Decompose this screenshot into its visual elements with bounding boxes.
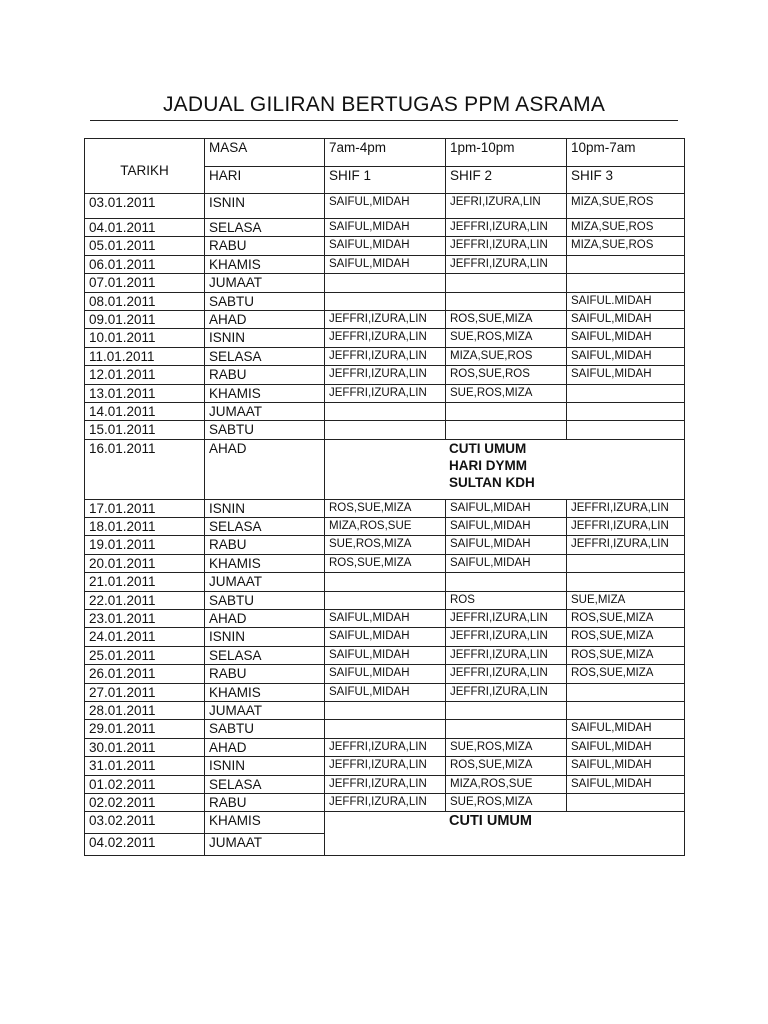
shift-1-cell: SAIFUL,MIDAH bbox=[325, 646, 446, 664]
shift-2-cell bbox=[446, 573, 567, 591]
shift-2-cell: SAIFUL,MIDAH bbox=[446, 536, 567, 554]
header-row-time bbox=[85, 139, 685, 167]
day-cell: KHAMIS bbox=[205, 812, 325, 834]
table-row bbox=[85, 665, 685, 683]
shift-3-cell: ROS,SUE,MIZA bbox=[567, 610, 685, 628]
shift-2-cell: SAIFUL,MIDAH bbox=[446, 554, 567, 572]
date-cell: 10.01.2011 bbox=[85, 329, 205, 347]
day-cell: ISNIN bbox=[205, 499, 325, 517]
shift-3-cell: SAIFUL,MIDAH bbox=[567, 329, 685, 347]
shift-3-cell: SUE,MIZA bbox=[567, 591, 685, 609]
shift-1-cell: SAIFUL,MIDAH bbox=[325, 610, 446, 628]
shift-1-cell: JEFFRI,IZURA,LIN bbox=[325, 366, 446, 384]
shift-2-cell: ROS,SUE,MIZA bbox=[446, 310, 567, 328]
day-cell: ISNIN bbox=[205, 628, 325, 646]
day-cell: JUMAAT bbox=[205, 834, 325, 856]
header-shift-2: SHIF 2 bbox=[446, 167, 567, 194]
shift-3-cell bbox=[567, 573, 685, 591]
shift-1-cell: JEFFRI,IZURA,LIN bbox=[325, 757, 446, 775]
shift-3-cell: SAIFUL,MIDAH bbox=[567, 720, 685, 738]
page-title: JADUAL GILIRAN BERTUGAS PPM ASRAMA bbox=[162, 93, 606, 116]
shift-3-cell: SAIFUL,MIDAH bbox=[567, 310, 685, 328]
shift-3-cell bbox=[567, 793, 685, 811]
shift-2-cell: SUE,ROS,MIZA bbox=[446, 793, 567, 811]
date-cell: 20.01.2011 bbox=[85, 554, 205, 572]
shift-2-cell: JEFFRI,IZURA,LIN bbox=[446, 646, 567, 664]
shift-1-cell bbox=[325, 720, 446, 738]
table-row bbox=[85, 421, 685, 439]
table-row bbox=[85, 237, 685, 255]
table-row bbox=[85, 610, 685, 628]
date-cell: 07.01.2011 bbox=[85, 274, 205, 292]
table-row bbox=[85, 573, 685, 591]
holiday-line: CUTI UMUM bbox=[449, 813, 532, 830]
table-row bbox=[85, 366, 685, 384]
table-row bbox=[85, 384, 685, 402]
shift-3-cell bbox=[567, 255, 685, 273]
day-cell: AHAD bbox=[205, 310, 325, 328]
shift-1-cell: ROS,SUE,MIZA bbox=[325, 499, 446, 517]
shift-3-cell: SAIFUL.MIDAH bbox=[567, 292, 685, 310]
shift-2-cell bbox=[446, 292, 567, 310]
table-row bbox=[85, 757, 685, 775]
shift-2-cell: SUE,ROS,MIZA bbox=[446, 329, 567, 347]
day-cell: SABTU bbox=[205, 720, 325, 738]
shift-2-cell: JEFFRI,IZURA,LIN bbox=[446, 255, 567, 273]
header-time-shift-2: 1pm-10pm bbox=[446, 139, 567, 167]
date-cell: 28.01.2011 bbox=[85, 701, 205, 719]
date-cell: 31.01.2011 bbox=[85, 757, 205, 775]
shift-2-cell: JEFFRI,IZURA,LIN bbox=[446, 628, 567, 646]
table-row bbox=[85, 701, 685, 719]
date-cell: 12.01.2011 bbox=[85, 366, 205, 384]
shift-3-cell: MIZA,SUE,ROS bbox=[567, 237, 685, 255]
shift-1-cell bbox=[325, 274, 446, 292]
shift-1-cell: JEFFRI,IZURA,LIN bbox=[325, 347, 446, 365]
day-cell: RABU bbox=[205, 237, 325, 255]
date-cell: 30.01.2011 bbox=[85, 738, 205, 756]
shift-2-cell bbox=[446, 402, 567, 420]
date-cell: 29.01.2011 bbox=[85, 720, 205, 738]
shift-2-cell: SUE,ROS,MIZA bbox=[446, 738, 567, 756]
shift-2-cell bbox=[446, 720, 567, 738]
table-row bbox=[85, 591, 685, 609]
shift-3-cell: SAIFUL,MIDAH bbox=[567, 347, 685, 365]
title-underline bbox=[90, 120, 678, 121]
shift-2-cell: JEFFRI,IZURA,LIN bbox=[446, 610, 567, 628]
table-row bbox=[85, 738, 685, 756]
table-row bbox=[85, 292, 685, 310]
shift-2-cell: JEFFRI,IZURA,LIN bbox=[446, 237, 567, 255]
date-cell: 03.02.2011 bbox=[85, 812, 205, 834]
shift-3-cell: MIZA,SUE,ROS bbox=[567, 194, 685, 219]
date-cell: 18.01.2011 bbox=[85, 518, 205, 536]
day-cell: SELASA bbox=[205, 347, 325, 365]
duty-roster-table bbox=[84, 138, 685, 856]
shift-1-cell: SAIFUL,MIDAH bbox=[325, 683, 446, 701]
shift-3-cell: ROS,SUE,MIZA bbox=[567, 665, 685, 683]
date-cell: 01.02.2011 bbox=[85, 775, 205, 793]
shift-1-cell bbox=[325, 292, 446, 310]
shift-2-cell bbox=[446, 274, 567, 292]
shift-3-cell: SAIFUL,MIDAH bbox=[567, 366, 685, 384]
day-cell: SABTU bbox=[205, 292, 325, 310]
day-cell: SELASA bbox=[205, 775, 325, 793]
shift-1-cell: MIZA,ROS,SUE bbox=[325, 518, 446, 536]
header-shift-3: SHIF 3 bbox=[567, 167, 685, 194]
shift-2-cell: SUE,ROS,MIZA bbox=[446, 384, 567, 402]
day-cell: SABTU bbox=[205, 591, 325, 609]
shift-1-cell: SAIFUL,MIDAH bbox=[325, 219, 446, 237]
date-cell: 11.01.2011 bbox=[85, 347, 205, 365]
day-cell: KHAMIS bbox=[205, 255, 325, 273]
table-row bbox=[85, 683, 685, 701]
table-row bbox=[85, 628, 685, 646]
table-row bbox=[85, 329, 685, 347]
date-cell: 14.01.2011 bbox=[85, 402, 205, 420]
date-cell: 22.01.2011 bbox=[85, 591, 205, 609]
table-row bbox=[85, 499, 685, 517]
shift-3-cell: JEFFRI,IZURA,LIN bbox=[567, 518, 685, 536]
day-cell: JUMAAT bbox=[205, 573, 325, 591]
day-cell: ISNIN bbox=[205, 329, 325, 347]
shift-1-cell: JEFFRI,IZURA,LIN bbox=[325, 384, 446, 402]
date-cell: 06.01.2011 bbox=[85, 255, 205, 273]
date-cell: 16.01.2011 bbox=[85, 439, 205, 499]
shift-3-cell bbox=[567, 683, 685, 701]
day-cell: SELASA bbox=[205, 219, 325, 237]
date-cell: 09.01.2011 bbox=[85, 310, 205, 328]
shift-1-cell: ROS,SUE,MIZA bbox=[325, 554, 446, 572]
day-cell: SELASA bbox=[205, 518, 325, 536]
date-cell: 17.01.2011 bbox=[85, 499, 205, 517]
day-cell: RABU bbox=[205, 536, 325, 554]
header-shift-1: SHIF 1 bbox=[325, 167, 446, 194]
shift-2-cell: SAIFUL,MIDAH bbox=[446, 518, 567, 536]
date-cell: 27.01.2011 bbox=[85, 683, 205, 701]
header-time-shift-3: 10pm-7am bbox=[567, 139, 685, 167]
date-cell: 04.02.2011 bbox=[85, 834, 205, 856]
day-cell: RABU bbox=[205, 793, 325, 811]
day-cell: KHAMIS bbox=[205, 683, 325, 701]
table-row bbox=[85, 274, 685, 292]
day-cell: SABTU bbox=[205, 421, 325, 439]
shift-3-cell bbox=[567, 402, 685, 420]
date-cell: 02.02.2011 bbox=[85, 793, 205, 811]
shift-2-cell: ROS,SUE,MIZA bbox=[446, 757, 567, 775]
day-cell: JUMAAT bbox=[205, 701, 325, 719]
holiday-line: HARI DYMM bbox=[449, 457, 527, 473]
day-cell: AHAD bbox=[205, 610, 325, 628]
shift-2-cell: ROS,SUE,ROS bbox=[446, 366, 567, 384]
shift-1-cell: SAIFUL,MIDAH bbox=[325, 255, 446, 273]
day-cell: SELASA bbox=[205, 646, 325, 664]
shift-3-cell: SAIFUL,MIDAH bbox=[567, 775, 685, 793]
table-row bbox=[85, 255, 685, 273]
shift-1-cell bbox=[325, 402, 446, 420]
table-row bbox=[85, 720, 685, 738]
header-tarikh: TARIKH bbox=[85, 139, 205, 194]
day-cell: RABU bbox=[205, 366, 325, 384]
shift-3-cell bbox=[567, 554, 685, 572]
day-cell: AHAD bbox=[205, 439, 325, 499]
day-cell: JUMAAT bbox=[205, 274, 325, 292]
table-row bbox=[85, 402, 685, 420]
holiday-line: SULTAN KDH bbox=[449, 474, 535, 490]
shift-1-cell bbox=[325, 421, 446, 439]
shift-3-cell bbox=[567, 384, 685, 402]
shift-2-cell: JEFFRI,IZURA,LIN bbox=[446, 665, 567, 683]
shift-1-cell: JEFFRI,IZURA,LIN bbox=[325, 793, 446, 811]
shift-1-cell: JEFFRI,IZURA,LIN bbox=[325, 738, 446, 756]
date-cell: 15.01.2011 bbox=[85, 421, 205, 439]
table-row bbox=[85, 812, 685, 834]
table-row bbox=[85, 646, 685, 664]
header-time-shift-1: 7am-4pm bbox=[325, 139, 446, 167]
date-cell: 05.01.2011 bbox=[85, 237, 205, 255]
shift-2-cell: JEFFRI,IZURA,LIN bbox=[446, 219, 567, 237]
shift-2-cell: SAIFUL,MIDAH bbox=[446, 499, 567, 517]
date-cell: 13.01.2011 bbox=[85, 384, 205, 402]
holiday-line: CUTI UMUM bbox=[449, 440, 527, 456]
date-cell: 19.01.2011 bbox=[85, 536, 205, 554]
date-cell: 08.01.2011 bbox=[85, 292, 205, 310]
table-row bbox=[85, 554, 685, 572]
date-cell: 26.01.2011 bbox=[85, 665, 205, 683]
date-cell: 23.01.2011 bbox=[85, 610, 205, 628]
shift-1-cell: JEFFRI,IZURA,LIN bbox=[325, 329, 446, 347]
table-row bbox=[85, 536, 685, 554]
shift-3-cell: ROS,SUE,MIZA bbox=[567, 628, 685, 646]
shift-3-cell bbox=[567, 701, 685, 719]
shift-1-cell: JEFFRI,IZURA,LIN bbox=[325, 310, 446, 328]
shift-3-cell bbox=[567, 274, 685, 292]
date-cell: 24.01.2011 bbox=[85, 628, 205, 646]
shift-1-cell: SAIFUL,MIDAH bbox=[325, 194, 446, 219]
table-row bbox=[85, 310, 685, 328]
shift-1-cell bbox=[325, 573, 446, 591]
day-cell: KHAMIS bbox=[205, 384, 325, 402]
shift-1-cell bbox=[325, 701, 446, 719]
shift-3-cell: SAIFUL,MIDAH bbox=[567, 738, 685, 756]
date-cell: 25.01.2011 bbox=[85, 646, 205, 664]
header-masa: MASA bbox=[205, 139, 325, 167]
day-cell: AHAD bbox=[205, 738, 325, 756]
date-cell: 04.01.2011 bbox=[85, 219, 205, 237]
shift-2-cell: ROS bbox=[446, 591, 567, 609]
shift-1-cell: SAIFUL,MIDAH bbox=[325, 237, 446, 255]
shift-3-cell: JEFFRI,IZURA,LIN bbox=[567, 536, 685, 554]
day-cell: ISNIN bbox=[205, 194, 325, 219]
day-cell: ISNIN bbox=[205, 757, 325, 775]
shift-3-cell: JEFFRI,IZURA,LIN bbox=[567, 499, 685, 517]
date-cell: 21.01.2011 bbox=[85, 573, 205, 591]
header-hari: HARI bbox=[205, 167, 325, 194]
holiday-note bbox=[325, 439, 685, 499]
shift-1-cell: SAIFUL,MIDAH bbox=[325, 665, 446, 683]
shift-2-cell: MIZA,SUE,ROS bbox=[446, 347, 567, 365]
holiday-note bbox=[325, 812, 685, 856]
shift-1-cell bbox=[325, 591, 446, 609]
shift-1-cell: SAIFUL,MIDAH bbox=[325, 628, 446, 646]
table-row bbox=[85, 347, 685, 365]
shift-3-cell: MIZA,SUE,ROS bbox=[567, 219, 685, 237]
shift-3-cell bbox=[567, 421, 685, 439]
day-cell: KHAMIS bbox=[205, 554, 325, 572]
shift-2-cell: JEFRI,IZURA,LIN bbox=[446, 194, 567, 219]
shift-3-cell: SAIFUL,MIDAH bbox=[567, 757, 685, 775]
shift-2-cell: MIZA,ROS,SUE bbox=[446, 775, 567, 793]
table-row bbox=[85, 518, 685, 536]
table-row bbox=[85, 793, 685, 811]
day-cell: RABU bbox=[205, 665, 325, 683]
table-row bbox=[85, 439, 685, 499]
day-cell: JUMAAT bbox=[205, 402, 325, 420]
table-row bbox=[85, 775, 685, 793]
shift-2-cell bbox=[446, 421, 567, 439]
table-row bbox=[85, 219, 685, 237]
shift-2-cell: JEFFRI,IZURA,LIN bbox=[446, 683, 567, 701]
shift-3-cell: ROS,SUE,MIZA bbox=[567, 646, 685, 664]
table-row bbox=[85, 194, 685, 219]
date-cell: 03.01.2011 bbox=[85, 194, 205, 219]
shift-2-cell bbox=[446, 701, 567, 719]
shift-1-cell: SUE,ROS,MIZA bbox=[325, 536, 446, 554]
shift-1-cell: JEFFRI,IZURA,LIN bbox=[325, 775, 446, 793]
